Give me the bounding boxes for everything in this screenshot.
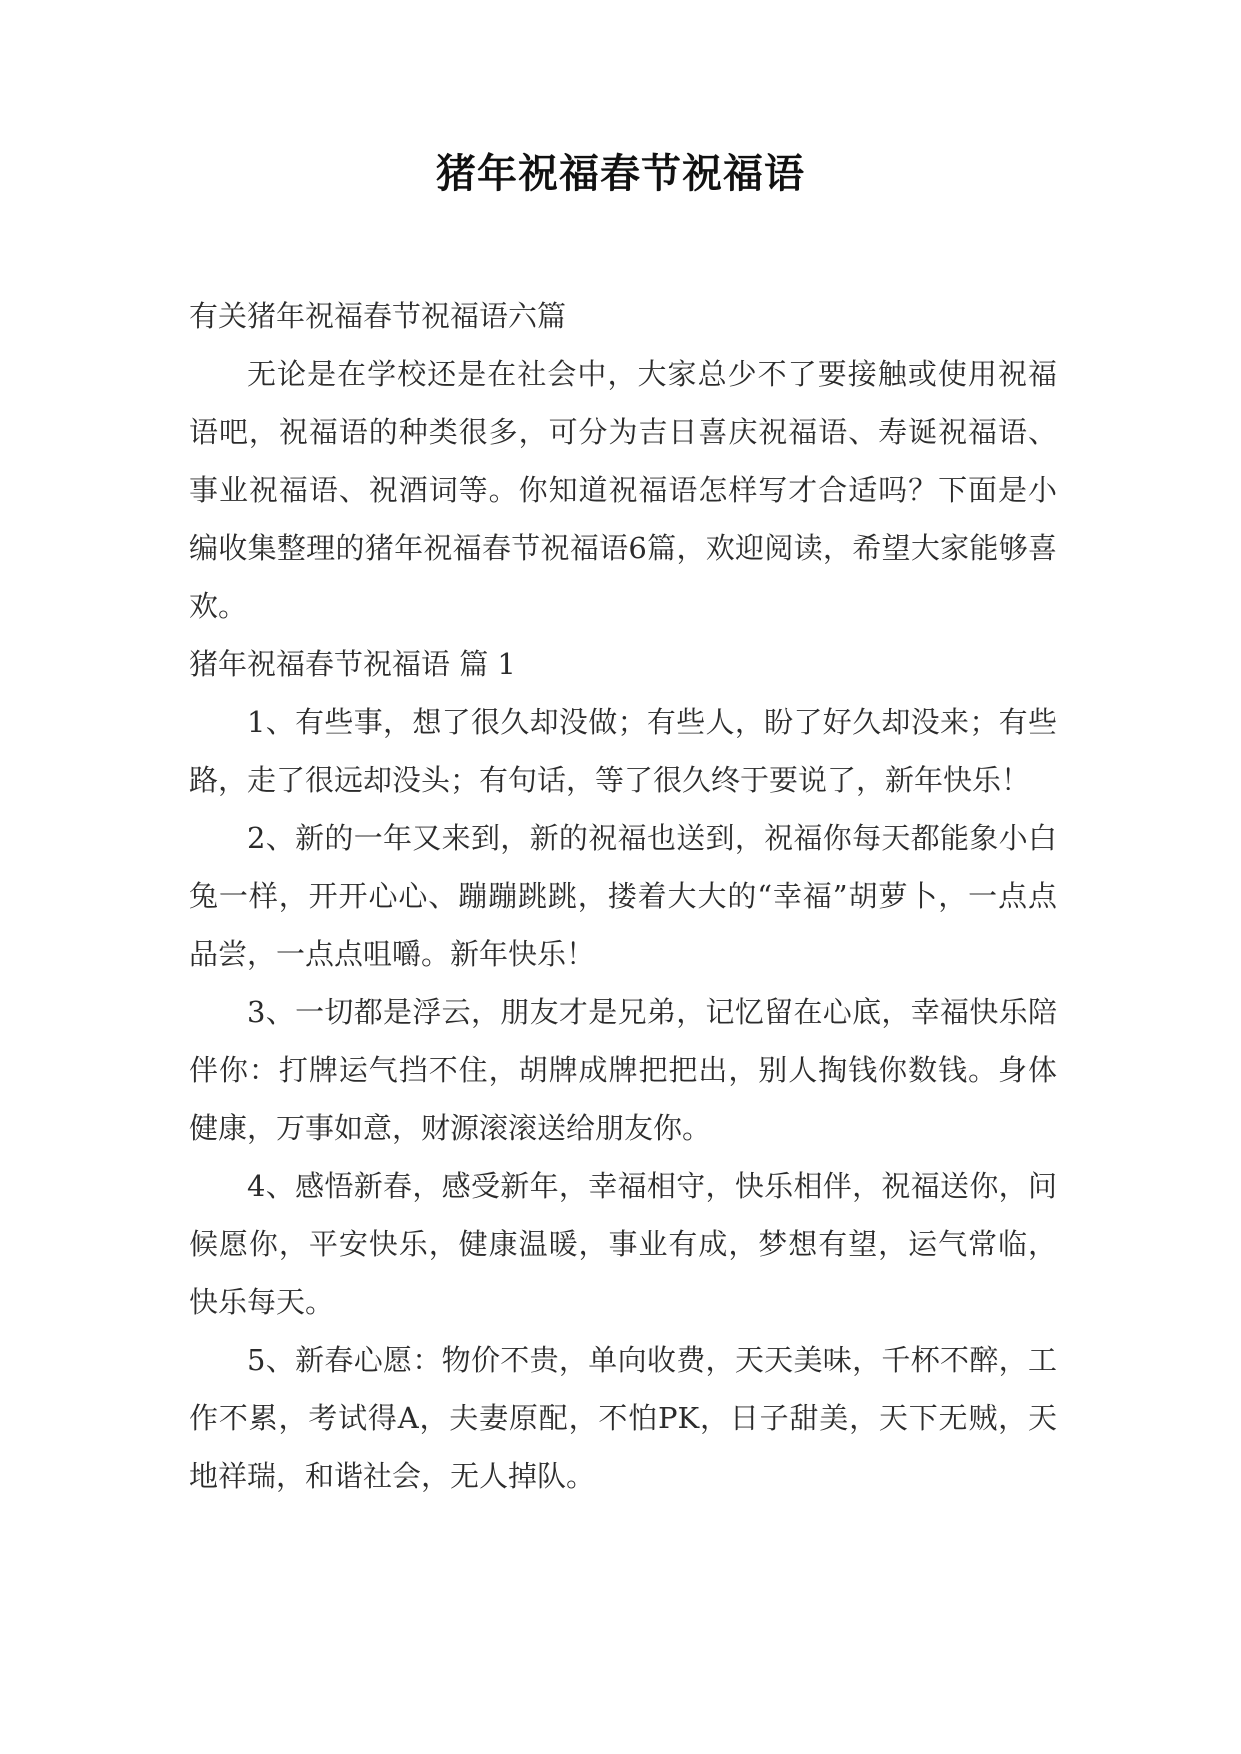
blessing-item-4: 4、感悟新春，感受新年，幸福相守，快乐相伴，祝福送你，问候愿你，平安快乐，健康温暖，事业有成，梦想有望，运气常临，快乐每天。: [189, 1169, 1057, 1319]
blessing-item-3: 3、一切都是浮云，朋友才是兄弟，记忆留在心底，幸福快乐陪伴你：打牌运气挡不住，胡牌成牌把把出，别人掏钱你数钱。身体健康，万事如意，财源滚滚送给朋友你。: [189, 995, 1057, 1145]
document-title: 猪年祝福春节祝福语: [436, 151, 805, 197]
blessing-item-2: 2、新的一年又来到，新的祝福也送到，祝福你每天都能象小白兔一样，开开心心、蹦蹦跳跳，搂着大大的“幸福”胡萝卜，一点点品尝，一点点咀嚼。新年快乐！: [189, 821, 1057, 971]
document-body: [189, 287, 1057, 1505]
blessing-item-1: 1、有些事，想了很久却没做；有些人，盼了好久却没来；有些路，走了很远却没头；有句话，等了很久终于要说了，新年快乐！: [189, 705, 1057, 797]
blessing-item-5: 5、新春心愿：物价不贵，单向收费，天天美味，千杯不醉，工作不累，考试得A，夫妻原配，不怕PK，日子甜美，天下无贼，天地祥瑞，和谐社会，无人掉队。: [189, 1343, 1057, 1493]
section-heading: 猪年祝福春节祝福语 篇 1: [189, 647, 516, 681]
intro-paragraph: 无论是在学校还是在社会中，大家总少不了要接触或使用祝福语吧，祝福语的种类很多，可分为吉日喜庆祝福语、寿诞祝福语、事业祝福语、祝酒词等。你知道祝福语怎样写才合适吗？下面是小编收集整理的猪年祝福春节祝福语6篇，欢迎阅读，希望大家能够喜欢。: [189, 357, 1057, 623]
document-subtitle: 有关猪年祝福春节祝福语六篇: [189, 299, 567, 333]
